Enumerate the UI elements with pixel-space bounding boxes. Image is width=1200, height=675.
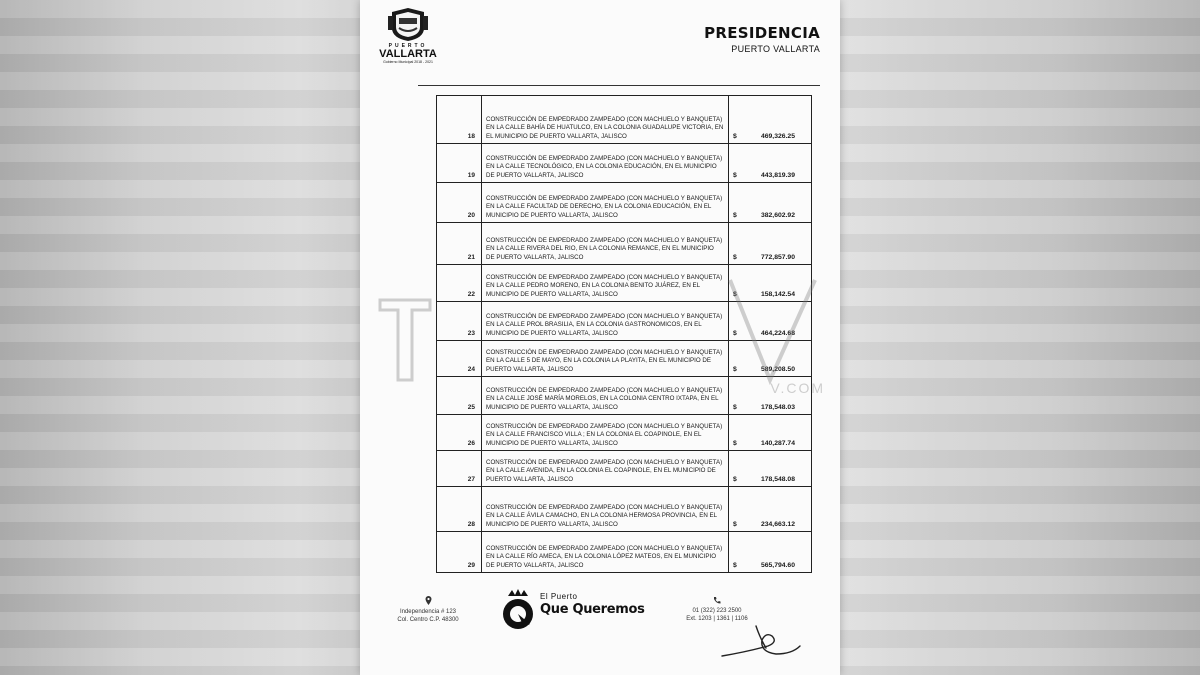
row-description-text: CONSTRUCCIÓN DE EMPEDRADO ZAMPEADO (CON MACHUELO Y BANQUETA) EN LA CALLE BAHÍA DE HUATULCO, EN LA COLONIA GUADALUPE VICTORIA, EN EL MUNICIPIO DE PUERTO VALLARTA, JALISCO: [486, 115, 724, 140]
row-amount: 382,602.92: [760, 212, 795, 219]
table-row: [437, 264, 811, 301]
row-number-cell: [437, 223, 482, 264]
phone-icon: [713, 596, 721, 604]
office-title: PRESIDENCIA: [704, 24, 820, 42]
row-description-text: CONSTRUCCIÓN DE EMPEDRADO ZAMPEADO (CON MACHUELO Y BANQUETA) EN LA CALLE RIVERA DEL RIO, EN LA COLONIA REMANCE, EN EL MUNICIPIO DE PUERTO VALLARTA, JALISCO: [486, 236, 723, 261]
table-row: [437, 222, 811, 264]
logo-line-1: PUERTO: [388, 43, 428, 49]
row-number-cell: [437, 183, 482, 222]
row-number: 19: [467, 172, 475, 179]
row-amount-cell: [729, 341, 811, 376]
row-amount: 234,663.12: [760, 521, 795, 528]
currency-symbol: $: [733, 133, 737, 140]
table-row: [437, 182, 811, 222]
row-amount: 464,224.68: [760, 330, 795, 337]
row-amount: 469,326.25: [760, 133, 795, 140]
row-amount-cell: [729, 144, 811, 182]
row-description: [482, 96, 729, 143]
currency-symbol: $: [733, 172, 737, 179]
row-description-text: CONSTRUCCIÓN DE EMPEDRADO ZAMPEADO (CON MACHUELO Y BANQUETA) EN LA CALLE JOSÉ MARÍA MORELOS, EN LA COLONIA CENTRO IXTAPA, EN EL MUNICIPIO DE PUERTO VALLARTA, JALISCO: [486, 386, 723, 411]
row-number: 27: [467, 476, 475, 483]
currency-symbol: $: [733, 440, 737, 447]
row-number-cell: [437, 415, 482, 450]
header-divider: [418, 85, 820, 86]
row-description-text: CONSTRUCCIÓN DE EMPEDRADO ZAMPEADO (CON MACHUELO Y BANQUETA) EN LA CALLE PEDRO MORENO, EN LA COLONIA BENITO JUÁREZ, EN EL MUNICIPIO DE PUERTO VALLARTA, JALISCO: [486, 273, 723, 298]
table-row: [437, 301, 811, 340]
logo-line-3: Gobierno Municipal 2018 - 2021: [383, 60, 433, 64]
phone-line-2: Ext. 1203 | 1361 | 1106: [686, 616, 748, 622]
address-line-2: Col. Centro C.P. 48300: [397, 617, 459, 623]
row-number: 20: [467, 212, 475, 219]
crowned-circle-logo-icon: [500, 588, 536, 632]
row-description-text: CONSTRUCCIÓN DE EMPEDRADO ZAMPEADO (CON MACHUELO Y BANQUETA) EN LA CALLE PROL BRASILIA, EN LA COLONIA GASTRONOMICOS, EN EL MUNICIPIO DE PUERTO VALLARTA, JALISCO: [486, 312, 723, 337]
currency-symbol: $: [733, 330, 737, 337]
row-description-text: CONSTRUCCIÓN DE EMPEDRADO ZAMPEADO (CON MACHUELO Y BANQUETA) EN LA CALLE ÁVILA CAMACHO, EN LA COLONIA HERMOSA PROVINCIA, EN EL MUNICIPIO DE PUERTO VALLARTA, JALISCO: [486, 503, 723, 528]
row-amount: 565,794.60: [760, 562, 795, 569]
row-amount-cell: [729, 532, 811, 572]
coat-of-arms-icon: [386, 6, 430, 42]
row-description: [482, 532, 729, 572]
row-number: 28: [467, 521, 475, 528]
currency-symbol: $: [733, 366, 737, 373]
row-amount-cell: [729, 415, 811, 450]
row-description: [482, 415, 729, 450]
row-number: 23: [467, 330, 475, 337]
row-number-cell: [437, 265, 482, 301]
background-blur-right: [840, 0, 1200, 675]
row-amount: 443,819.39: [760, 172, 795, 179]
row-description-text: CONSTRUCCIÓN DE EMPEDRADO ZAMPEADO (CON MACHUELO Y BANQUETA) EN LA CALLE RÍO AMECA, EN LA COLONIA LÓPEZ MATEOS, EN EL MUNICIPIO DE PUERTO VALLARTA, JALISCO: [486, 544, 723, 569]
row-number-cell: [437, 96, 482, 143]
document-page: [360, 0, 840, 675]
table-row: [437, 414, 811, 450]
table-row: [437, 95, 811, 143]
currency-symbol: $: [733, 291, 737, 298]
row-description-text: CONSTRUCCIÓN DE EMPEDRADO ZAMPEADO (CON MACHUELO Y BANQUETA) EN LA CALLE TECNOLÓGICO, EN LA COLONIA EDUCACIÓN, EN EL MUNICIPIO DE PUERTO VALLARTA, JALISCO: [486, 154, 723, 179]
brand-line-2: Que Queremos: [540, 602, 645, 617]
currency-symbol: $: [733, 521, 737, 528]
row-amount-cell: [729, 96, 811, 143]
row-number-cell: [437, 144, 482, 182]
row-number-cell: [437, 341, 482, 376]
row-description: [482, 341, 729, 376]
table-row: [437, 340, 811, 376]
row-number-cell: [437, 532, 482, 572]
row-amount: 589,208.50: [760, 366, 795, 373]
row-number-cell: [437, 487, 482, 531]
municipal-logo: [376, 6, 440, 76]
row-amount-cell: [729, 183, 811, 222]
row-description-text: CONSTRUCCIÓN DE EMPEDRADO ZAMPEADO (CON MACHUELO Y BANQUETA) EN LA CALLE FACULTAD DE DERECHO, EN LA COLONIA EDUCACIÓN, EN EL MUNICIPIO DE PUERTO VALLARTA, JALISCO: [486, 194, 723, 219]
row-number: 24: [467, 366, 475, 373]
row-description: [482, 144, 729, 182]
row-description-text: CONSTRUCCIÓN DE EMPEDRADO ZAMPEADO (CON MACHUELO Y BANQUETA) EN LA CALLE 5 DE MAYO, EN LA COLONIA LA PLAYITA, EN EL MUNICIPIO DE PUERTO VALLARTA, JALISCO: [486, 348, 723, 373]
currency-symbol: $: [733, 212, 737, 219]
row-number: 21: [467, 254, 475, 261]
currency-symbol: $: [733, 476, 737, 483]
row-description-text: CONSTRUCCIÓN DE EMPEDRADO ZAMPEADO (CON MACHUELO Y BANQUETA) EN LA CALLE FRANCISCO VILLA ; EN LA COLONIA EL COAPINOLE, EN EL MUNICIPIO DE PUERTO VALLARTA, JALISCO: [486, 422, 723, 447]
row-description: [482, 487, 729, 531]
office-subtitle: PUERTO VALLARTA: [731, 44, 820, 54]
table-row: [437, 143, 811, 182]
location-pin-icon: [425, 596, 432, 605]
row-number: 22: [467, 291, 475, 298]
row-description: [482, 451, 729, 486]
row-amount: 158,142.54: [760, 291, 795, 298]
row-description-text: CONSTRUCCIÓN DE EMPEDRADO ZAMPEADO (CON MACHUELO Y BANQUETA) EN LA CALLE AVENIDA, EN LA COLONIA EL COAPINOLE, EN EL MUNICIPIO DE PUERTO VALLARTA, JALISCO: [486, 458, 723, 483]
row-description: [482, 223, 729, 264]
row-amount: 178,548.08: [760, 476, 795, 483]
watermark-text: V.COM: [770, 380, 825, 396]
table-row: [437, 450, 811, 486]
works-table: [436, 95, 812, 573]
logo-line-2: VALLARTA: [379, 48, 437, 60]
row-amount-cell: [729, 487, 811, 531]
table-row: [437, 531, 811, 572]
row-number-cell: [437, 302, 482, 340]
office-heading: [704, 24, 820, 54]
row-number: 18: [467, 133, 475, 140]
row-amount: 178,548.03: [760, 404, 795, 411]
currency-symbol: $: [733, 562, 737, 569]
row-description: [482, 302, 729, 340]
footer-address: [388, 596, 468, 624]
row-description: [482, 183, 729, 222]
row-amount-cell: [729, 302, 811, 340]
row-amount-cell: [729, 265, 811, 301]
currency-symbol: $: [733, 404, 737, 411]
signature-scribble: [716, 612, 806, 662]
address-line-1: Independencia # 123: [399, 609, 457, 615]
row-number: 26: [467, 440, 475, 447]
row-number: 29: [467, 562, 475, 569]
footer-brand: [500, 586, 660, 636]
row-amount: 140,287.74: [760, 440, 795, 447]
phone-line-1: 01 (322) 223 2500: [692, 608, 742, 614]
row-amount: 772,857.90: [760, 254, 795, 261]
row-number-cell: [437, 451, 482, 486]
table-row: [437, 486, 811, 531]
row-description: [482, 265, 729, 301]
row-amount-cell: [729, 451, 811, 486]
row-amount-cell: [729, 223, 811, 264]
background-blur-left: [0, 0, 360, 675]
row-number: 25: [467, 404, 475, 411]
brand-line-1: El Puerto: [540, 592, 578, 601]
currency-symbol: $: [733, 254, 737, 261]
